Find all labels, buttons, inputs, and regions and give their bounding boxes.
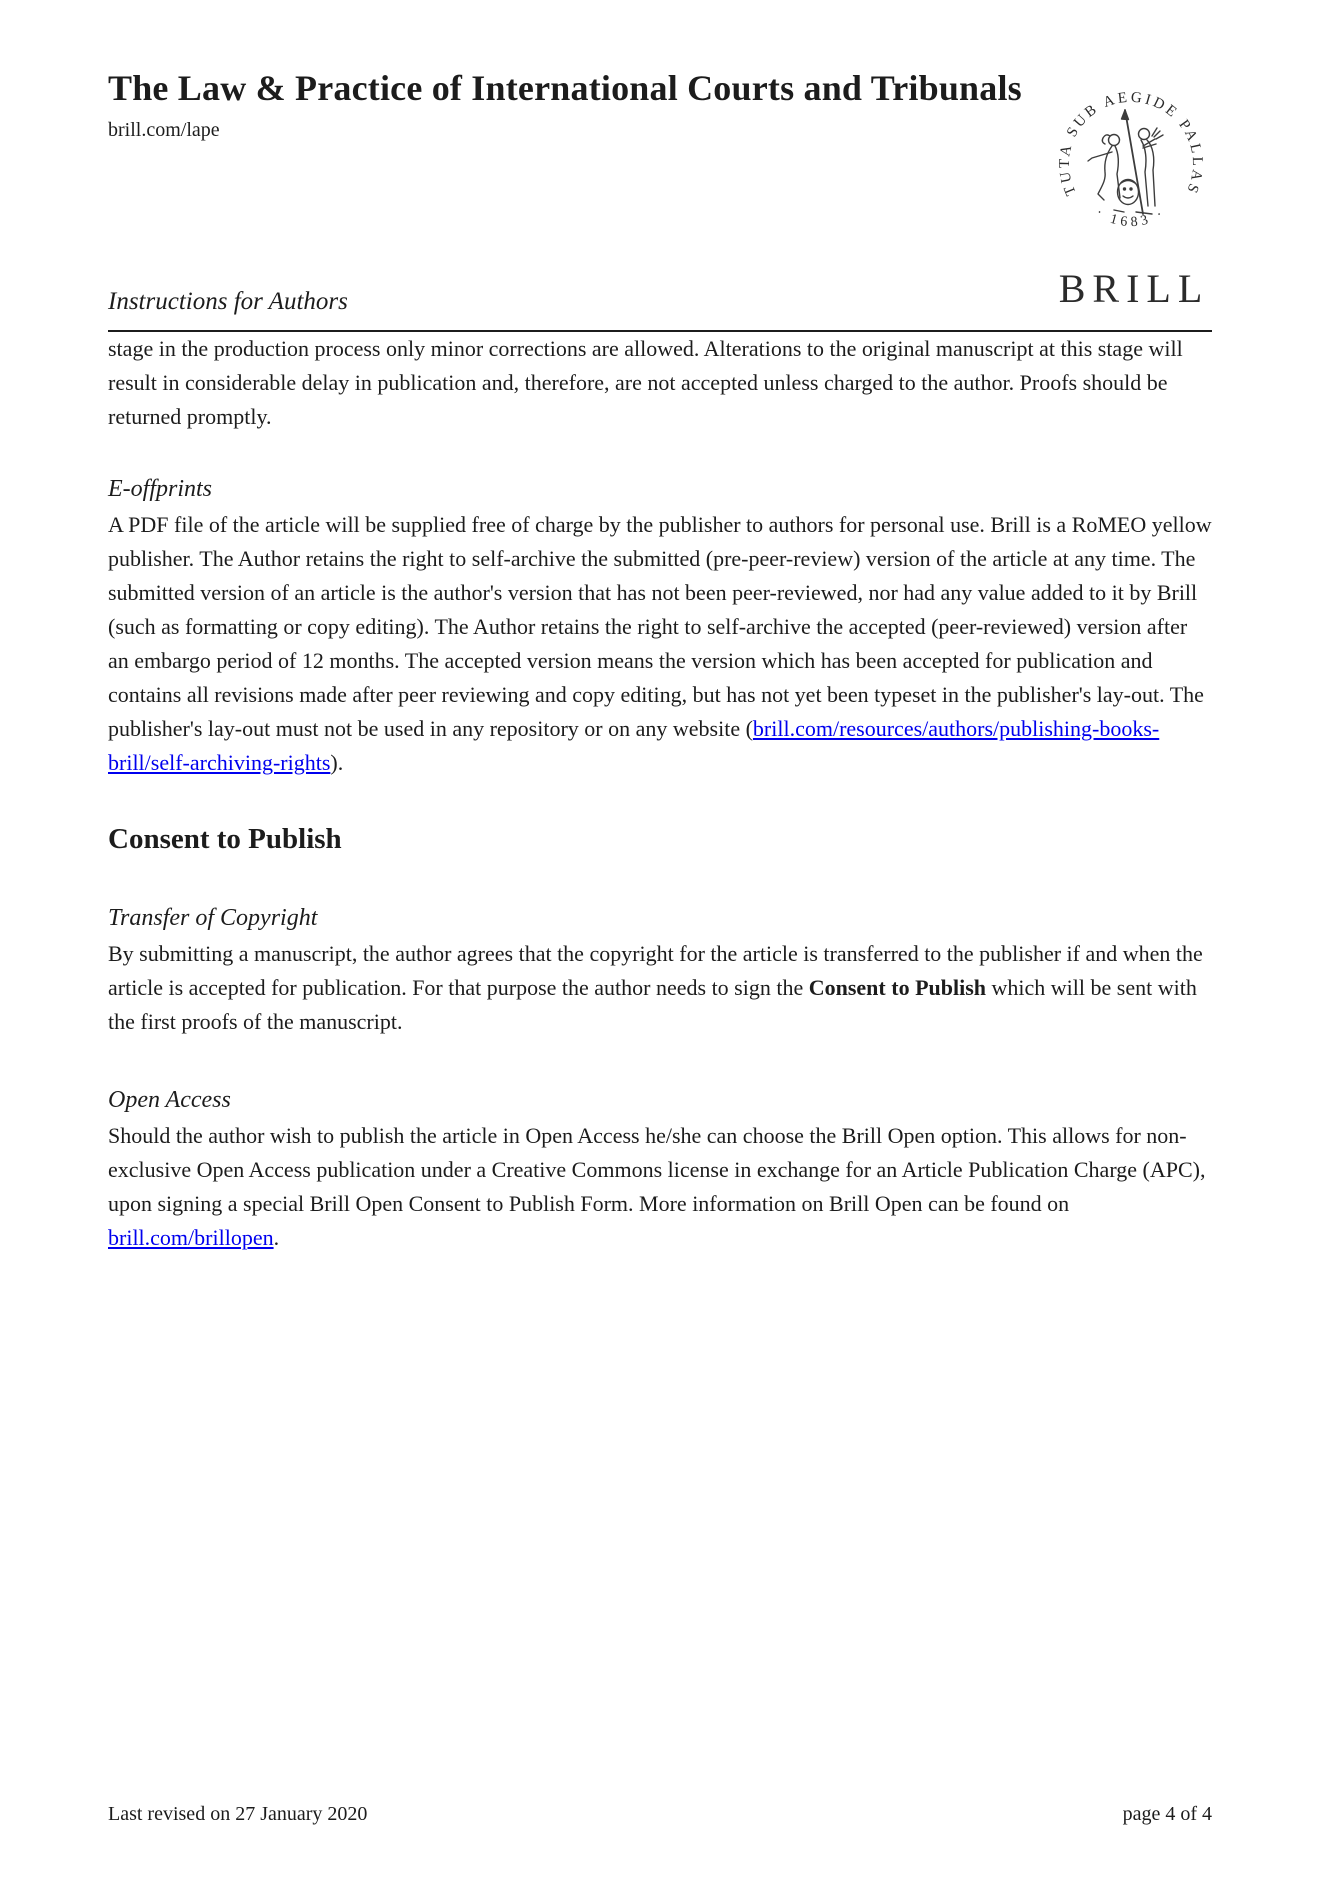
- logo-year: · 1683 ·: [1093, 205, 1169, 231]
- brillopen-link[interactable]: brill.com/brillopen: [108, 1225, 274, 1251]
- open-access-text-before-link: Should the author wish to publish the article in Open Access he/she can choose the Brill Open option. This allows for non-exclusive Open Access publication under a Creative Commons license in exchange for an Article Publication Charge (APC), upon signing a special Brill Open Consent to Publish Form. More information on Brill Open can be found on: [108, 1123, 1206, 1217]
- page-footer: [108, 1803, 1212, 1826]
- journal-url: brill.com/lape: [108, 119, 220, 142]
- consent-to-publish-bold-text: Consent to Publish: [808, 975, 987, 1001]
- e-offprints-paragraph: [108, 508, 1212, 780]
- e-offprints-text-after-link: ).: [330, 750, 344, 776]
- open-access-paragraph: [108, 1119, 1212, 1255]
- logo-motto: TUTA SUB AEGIDE PALLAS: [1056, 89, 1206, 198]
- page-number: page 4 of 4: [1122, 1803, 1212, 1825]
- brill-wordmark: BRILL: [1058, 266, 1210, 311]
- self-archiving-rights-link[interactable]: brill.com/resources/authors/publishing-books-brill/self-archiving-rights: [108, 716, 1160, 776]
- section-heading-e-offprints: E-offprints: [108, 476, 213, 503]
- section-heading-open-access: Open Access: [108, 1087, 231, 1114]
- transfer-text-before-bold: By submitting a manuscript, the author agrees that the copyright for the article is transferred to the publisher if and when the article is accepted for publication. For that purpose the author needs to sign the: [108, 941, 1203, 1001]
- last-revised-date: Last revised on 27 January 2020: [108, 1803, 368, 1825]
- section-heading-transfer-of-copyright: Transfer of Copyright: [108, 905, 318, 932]
- intro-paragraph: stage in the production process only minor corrections are allowed. Alterations to the original manuscript at this stage will result in considerable delay in publication and, therefore, are not accepted unless charged to the author. Proofs should be returned promptly.: [108, 336, 1183, 430]
- transfer-of-copyright-paragraph: [108, 937, 1212, 1039]
- open-access-text-after-link: .: [273, 1225, 280, 1251]
- e-offprints-text-before-link: A PDF file of the article will be supplied free of charge by the publisher to authors for personal use. Brill is a RoMEO yellow publisher. The Author retains the right to self-archive the submitted (pre-peer-review) version of the article at any time. The submitted version of an article is the author's version that has not been peer-reviewed, nor had any value added to it by Brill (such as formatting or copy editing). The Author retains the right to self-archive the accepted (peer-reviewed) version after an embargo period of 12 months. The accepted version means the version which has been accepted for publication and contains all revisions made after peer reviewing and copy editing, but has not yet been typeset in the publisher's lay-out. The publisher's lay-out must not be used in any repository or on any website (: [108, 512, 1212, 742]
- journal-title: The Law & Practice of International Courts and Tribunals: [108, 68, 1022, 108]
- transfer-text-after-bold: which will be sent with the first proofs of the manuscript.: [108, 975, 1197, 1035]
- section-heading-consent-to-publish: Consent to Publish: [108, 823, 342, 856]
- page-subtitle: Instructions for Authors: [108, 288, 348, 316]
- document-content: [108, 0, 1212, 1255]
